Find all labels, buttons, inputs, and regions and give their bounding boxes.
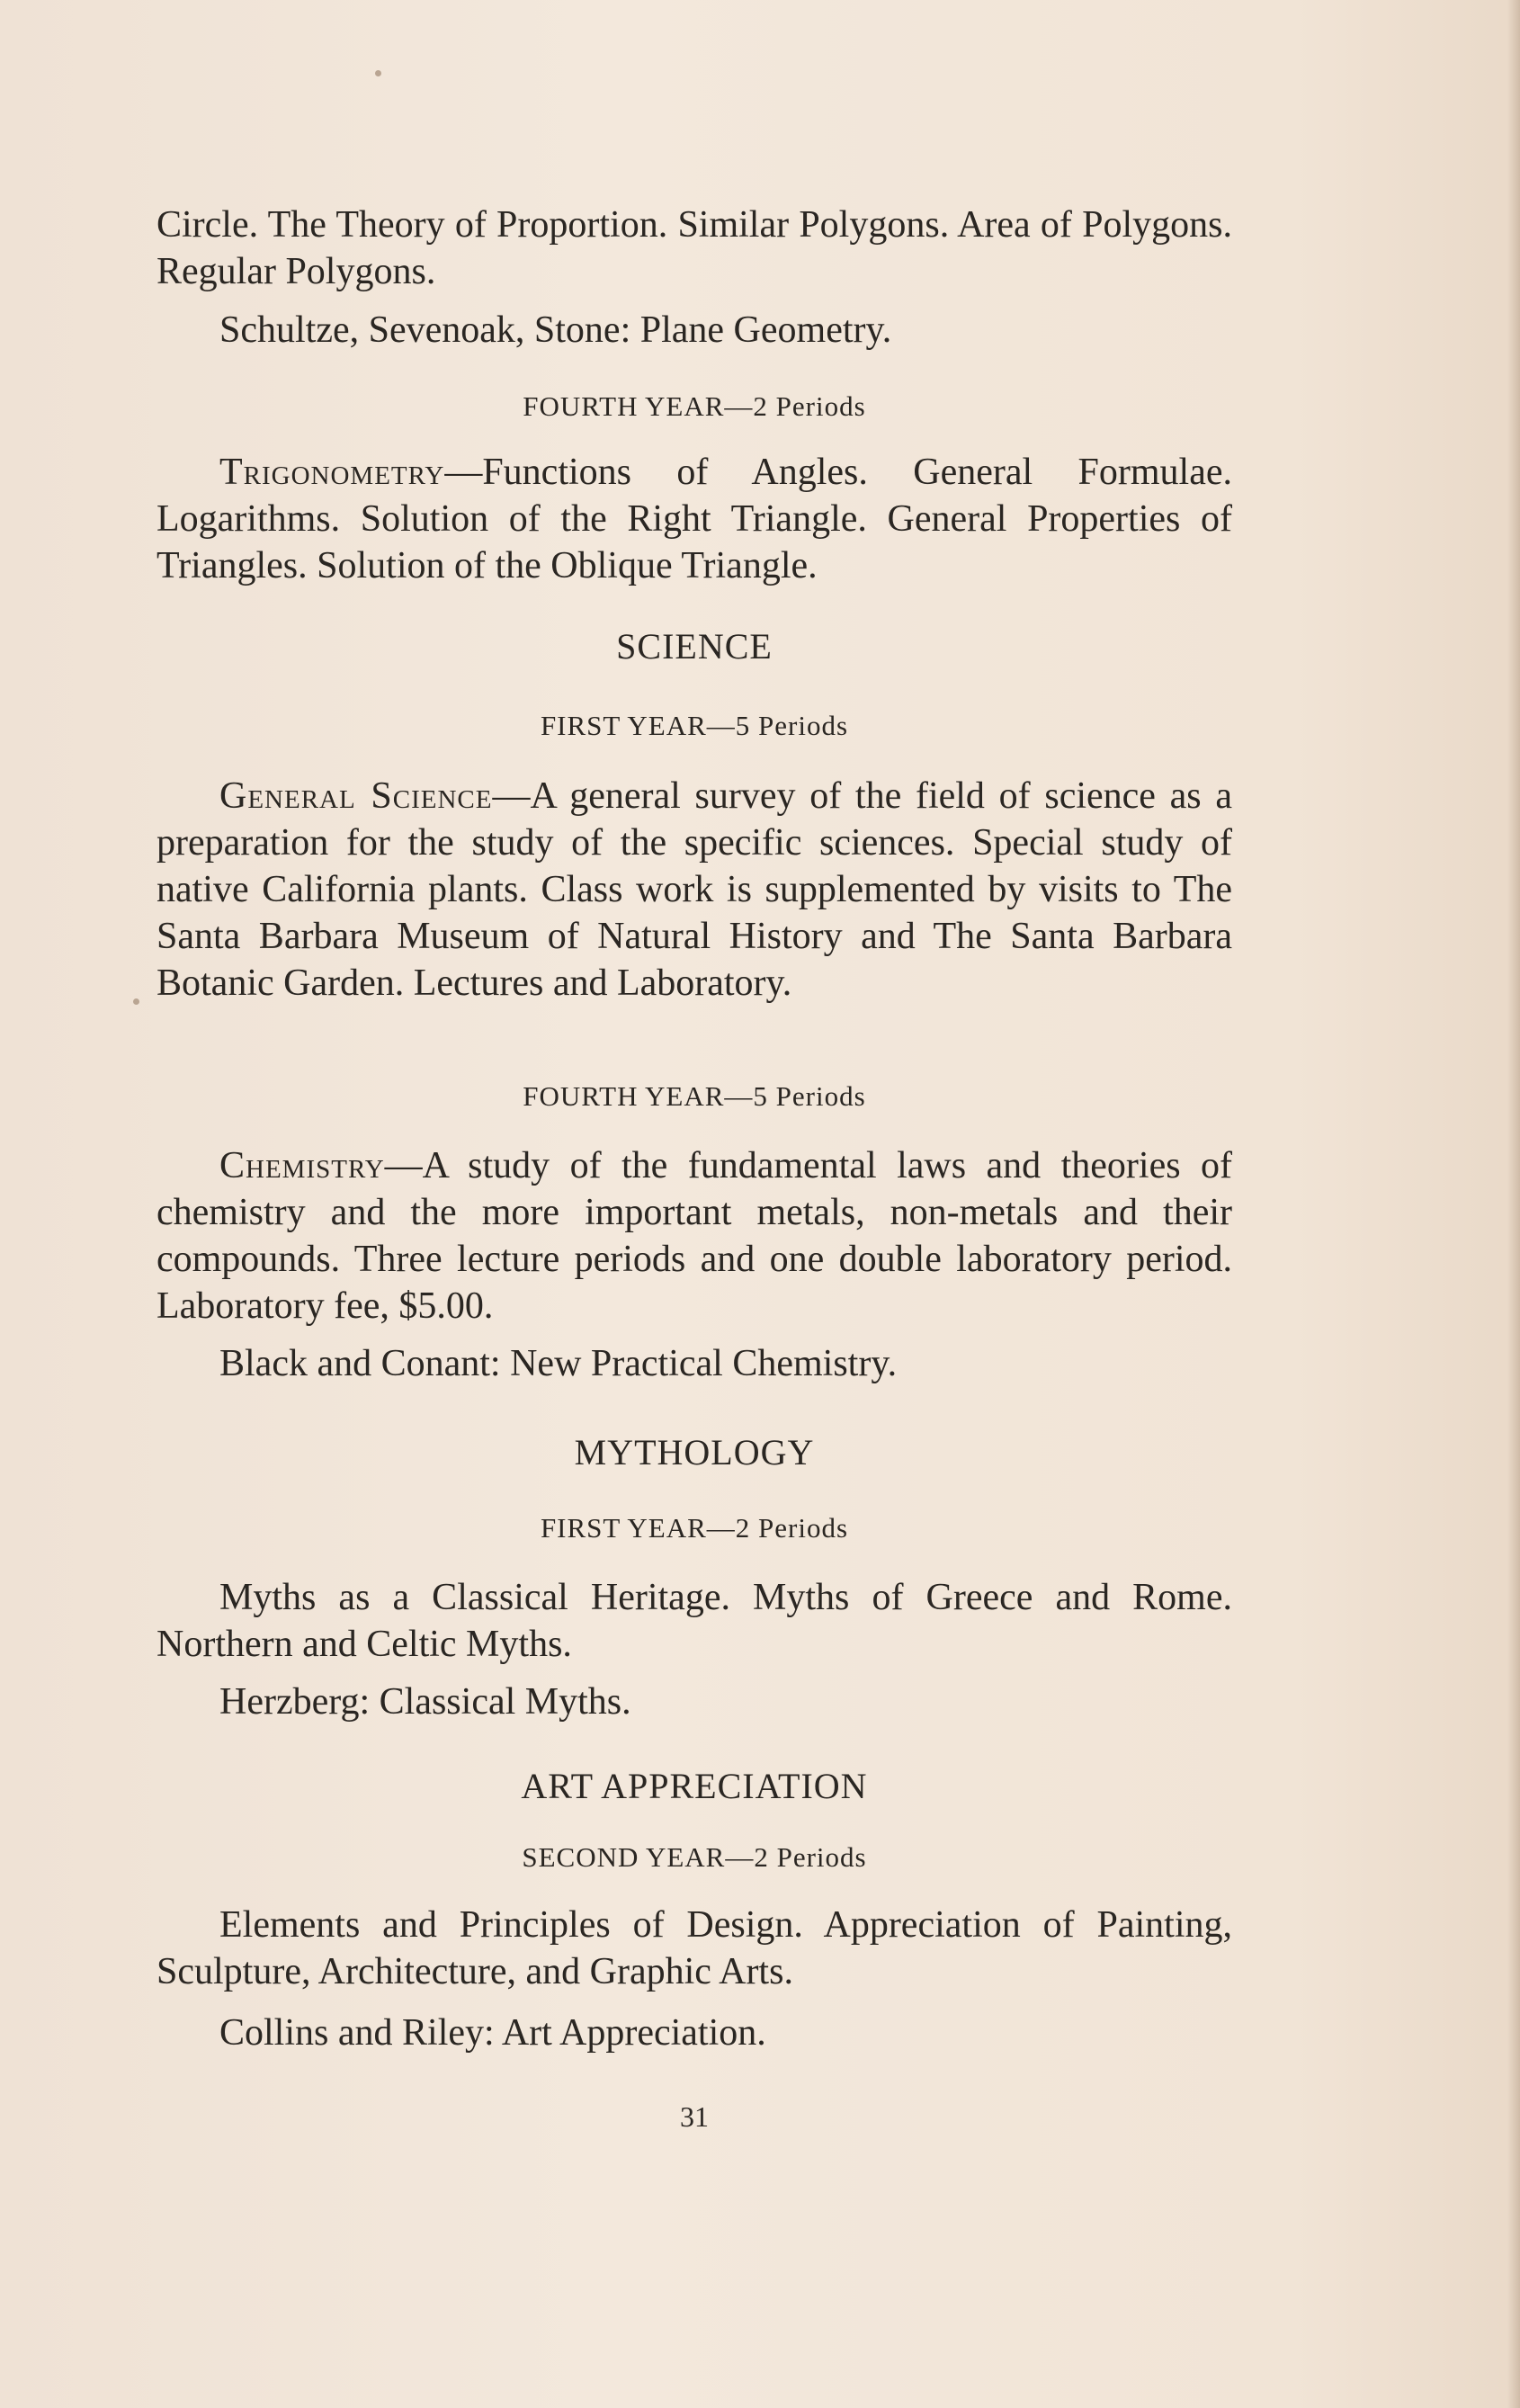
page-number: 31 <box>680 2100 709 2133</box>
science-fourth-year-heading: FOURTH YEAR—5 Periods <box>523 1080 866 1112</box>
general-science-paragraph <box>156 773 1232 1007</box>
mythology-year-heading: FIRST YEAR—2 Periods <box>540 1512 849 1544</box>
science-heading: SCIENCE <box>616 626 773 667</box>
science-first-year-heading: FIRST YEAR—5 Periods <box>540 710 849 741</box>
general-science-title: General Science <box>219 775 493 817</box>
mythology-text: Myths as a Classical Heritage. Myths of Greece and Rome. Northern and Celtic Myths. <box>156 1577 1232 1665</box>
trigonometry-paragraph <box>156 449 1232 589</box>
art-text: Elements and Principles of Design. Appreciation of Painting, Sculpture, Architecture, and Graphic Arts. <box>156 1904 1232 1992</box>
art-textbook-line: Collins and Riley: Art Appreciation. <box>219 2012 766 2054</box>
geometry-paragraph: Circle. The Theory of Proportion. Similar Polygons. Area of Polygons. Regular Polygons. <box>156 204 1232 292</box>
art-paragraph <box>156 1902 1232 1995</box>
geometry-year-heading: FOURTH YEAR—2 Periods <box>523 390 866 422</box>
mythology-heading: MYTHOLOGY <box>574 1432 815 1473</box>
chemistry-textbook <box>156 1340 1232 1387</box>
geometry-textbook <box>156 307 1232 354</box>
trigonometry-text: —Functions of Angles. General Formulae. Logarithms. Solution of the Right Triangle. General Properties of Triangles. Solution of the Oblique Triangle. <box>156 452 1232 586</box>
mythology-textbook <box>156 1678 1232 1725</box>
chemistry-paragraph <box>156 1142 1232 1329</box>
geometry-textbook-line: Schultze, Sevenoak, Stone: Plane Geometry. <box>219 309 892 351</box>
chemistry-text: —A study of the fundamental laws and theories of chemistry and the more important metals, non-metals and their compounds. Three lecture periods and one double laboratory period. Laboratory fee, $5.00. <box>156 1145 1232 1327</box>
trigonometry-title: Trigonometry <box>219 452 445 493</box>
paper-speck <box>133 998 139 1005</box>
mythology-paragraph <box>156 1574 1232 1668</box>
chemistry-title: Chemistry <box>219 1145 385 1186</box>
paper-speck <box>375 70 381 76</box>
geometry-topics <box>156 201 1232 295</box>
page-edge-shadow <box>1507 0 1520 2408</box>
art-year-heading: SECOND YEAR—2 Periods <box>522 1841 867 1873</box>
general-science-text: —A general survey of the field of science as a preparation for the study of the specific sciences. Special study of native California plants. Class work is supplemented by visits to The Santa Barbara Museum of Natural History and The Santa Barbara Botanic Garden. Lectures and Laboratory. <box>156 775 1232 1004</box>
mythology-textbook-line: Herzberg: Classical Myths. <box>219 1681 631 1723</box>
art-heading: ART APPRECIATION <box>521 1766 868 1806</box>
art-textbook <box>156 2010 1232 2056</box>
chemistry-textbook-line: Black and Conant: New Practical Chemistry. <box>219 1343 898 1384</box>
